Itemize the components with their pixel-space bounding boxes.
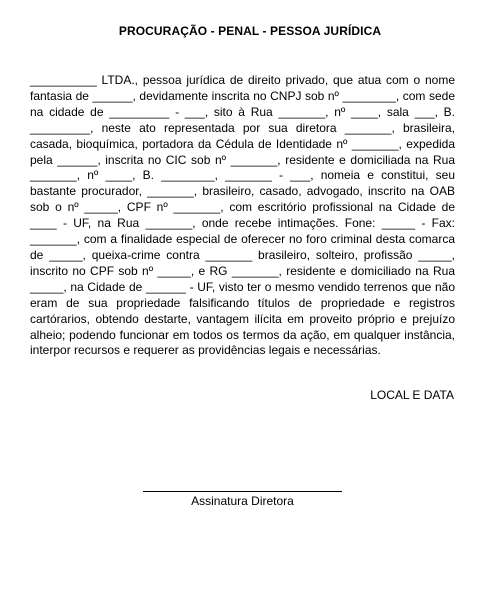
signature-label: Assinatura Diretora [191, 494, 294, 508]
signature-line [143, 491, 342, 492]
document-title: PROCURAÇÃO - PENAL - PESSOA JURÍDICA [118, 24, 382, 38]
local-date-label: LOCAL E DATA [370, 388, 454, 402]
document-body: __________ LTDA., pessoa jurídica de direito privado, que atua com o nome fantasia de ______, devidamente inscrita no CNPJ sob nº ________, com sede na cidade de _________ - ___, sito à Rua _______, nº ____, sala ___, B. _________, neste ato representada por sua diretora _______, brasileira, casada, bioquímica, portadora da Cédula de Identidade nº _______, expedida pela ______, inscrita no CIC sob nº _______, residente e domiciliada na Rua _______, nº ____, B. ________, _______ - ___, nomeia e constitui, seu bastante procurador, _______, brasileiro, casado, advogado, inscrito na OAB sob o nº _____, CPF nº _______, com escritório profissional na Cidade de ____ - UF, na Rua _______, onde recebe intimações. Fone: _____ - Fax: _______, com a finalidade especial de oferecer no foro criminal desta comarca de _____, queixa-crime contra _______ brasileiro, solteiro, profissão _____, inscrito no CPF sob nº _____, e RG _______, residente e domiciliado na Rua _____, na Cidade de ______ - UF, visto ter o mesmo vendido terrenos que não eram de sua propriedade falsificando títulos de propriedade e registros cartórarios, obtendo destarte, vantagem ilícita em proveito próprio e prejuízo alheio; podendo funcionar em todos os termos da ação, em qualquer instância, interpor recursos e requerer as providências legais e necessárias. [30, 73, 455, 358]
